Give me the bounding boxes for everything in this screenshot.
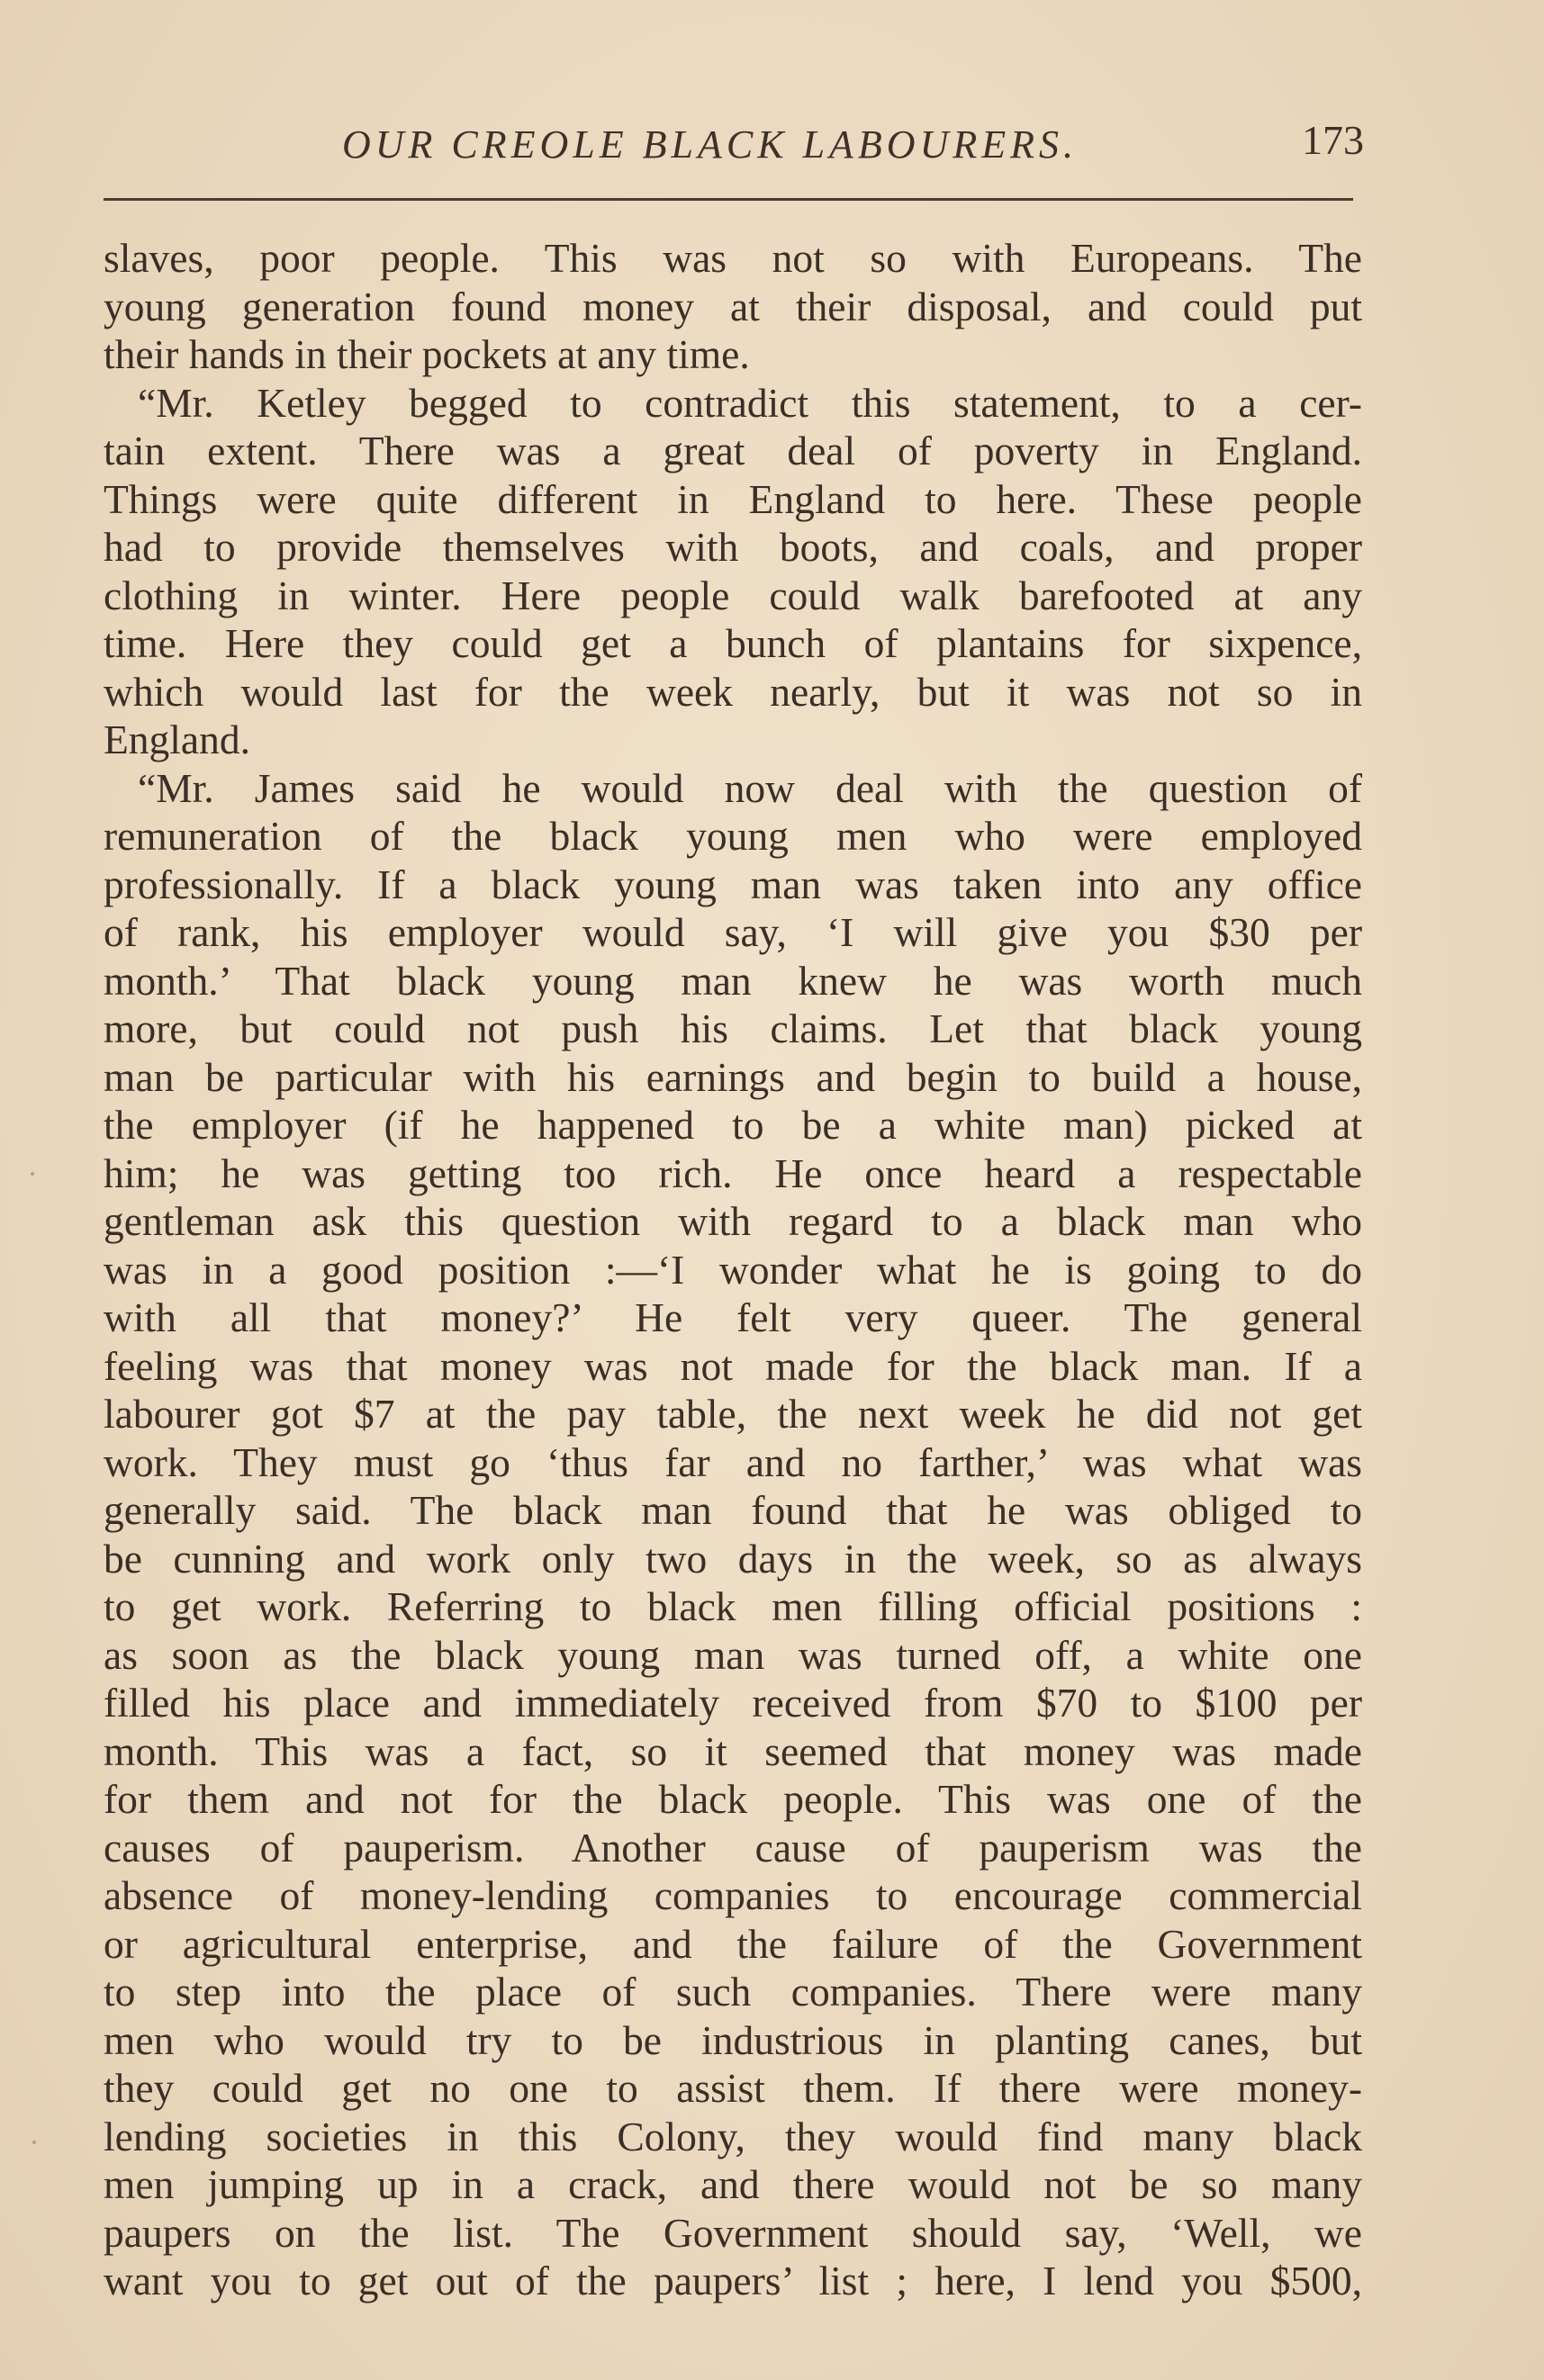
text-line: paupers on the list. The Government should say, ‘Well, we [104, 2209, 1362, 2256]
text-line: had to provide themselves with boots, and coals, and proper [104, 524, 1362, 570]
text-line: their hands in their pockets at any time. [104, 331, 750, 377]
text-line: which would last for the week nearly, but it was not so in [104, 668, 1362, 715]
text-line: was in a good position :—‘I wonder what he is going to do [104, 1246, 1362, 1293]
text-line: of rank, his employer would say, ‘I will give you $30 per [104, 909, 1362, 955]
page-header [104, 117, 1364, 176]
text-line: men jumping up in a crack, and there would not be so many [104, 2161, 1362, 2207]
text-line: labourer got $7 at the pay table, the next week he did not get [104, 1391, 1362, 1437]
text-line: more, but could not push his claims. Let that black young [104, 1005, 1362, 1051]
text-line: clothing in winter. Here people could walk barefooted at any [104, 572, 1362, 618]
text-line: lending societies in this Colony, they would find many black [104, 2113, 1362, 2159]
text-line: young generation found money at their disposal, and could put [104, 283, 1362, 329]
text-line: or agricultural enterprise, and the failure of the Government [104, 1920, 1362, 1967]
text-line: for them and not for the black people. This was one of the [104, 1776, 1362, 1822]
text-line: gentleman ask this question with regard to a black man who [104, 1198, 1362, 1244]
page-number: 173 [1302, 117, 1364, 163]
running-title: OUR CREOLE BLACK LABOURERS. [342, 122, 1078, 167]
text-line: slaves, poor people. This was not so with Europeans. The [104, 235, 1362, 281]
text-line: remuneration of the black young men who were employed [104, 813, 1362, 859]
text-line: filled his place and immediately received from $70 to $100 per [104, 1680, 1362, 1726]
text-line: generally said. The black man found that he was obliged to [104, 1487, 1362, 1533]
text-line: men who would try to be industrious in planting canes, but [104, 2016, 1362, 2063]
paper-speck [32, 2141, 36, 2144]
text-line: man be particular with his earnings and begin to build a house, [104, 1053, 1362, 1100]
body-text [104, 234, 1362, 2305]
text-line: England. [104, 717, 251, 762]
text-line: “Mr. Ketley begged to contradict this statement, to a cer- [138, 379, 1362, 426]
text-line: absence of money-lending companies to encourage commercial [104, 1872, 1362, 1918]
text-line: “Mr. James said he would now deal with the question of [138, 764, 1362, 811]
paper-speck [31, 1172, 34, 1176]
text-line: the employer (if he happened to be a white man) picked at [104, 1102, 1362, 1148]
text-line: feeling was that money was not made for the black man. If a [104, 1342, 1362, 1389]
text-line: time. Here they could get a bunch of plantains for sixpence, [104, 620, 1362, 666]
text-line: month. This was a fact, so it seemed that money was made [104, 1727, 1362, 1774]
text-line: to get work. Referring to black men filling official positions : [104, 1583, 1362, 1629]
header-rule [104, 198, 1353, 201]
text-line: be cunning and work only two days in the week, so as always [104, 1535, 1362, 1582]
text-line: to step into the place of such companies. There were many [104, 1969, 1362, 2015]
text-line: want you to get out of the paupers’ list ; here, I lend you $500, [104, 2258, 1362, 2303]
text-line: Things were quite different in England to here. These people [104, 475, 1362, 522]
text-line: with all that money?’ He felt very queer. The general [104, 1294, 1362, 1340]
text-line: they could get no one to assist them. If there were money- [104, 2065, 1362, 2111]
text-line: as soon as the black young man was turned off, a white one [104, 1631, 1362, 1678]
text-line: tain extent. There was a great deal of poverty in England. [104, 428, 1362, 473]
text-line: month.’ That black young man knew he was worth much [104, 957, 1362, 1004]
text-line: professionally. If a black young man was taken into any office [104, 861, 1362, 907]
text-line: causes of pauperism. Another cause of pauperism was the [104, 1824, 1362, 1871]
text-line: him; he was getting too rich. He once heard a respectable [104, 1149, 1362, 1196]
text-line: work. They must go ‘thus far and no farther,’ was what was [104, 1438, 1362, 1485]
